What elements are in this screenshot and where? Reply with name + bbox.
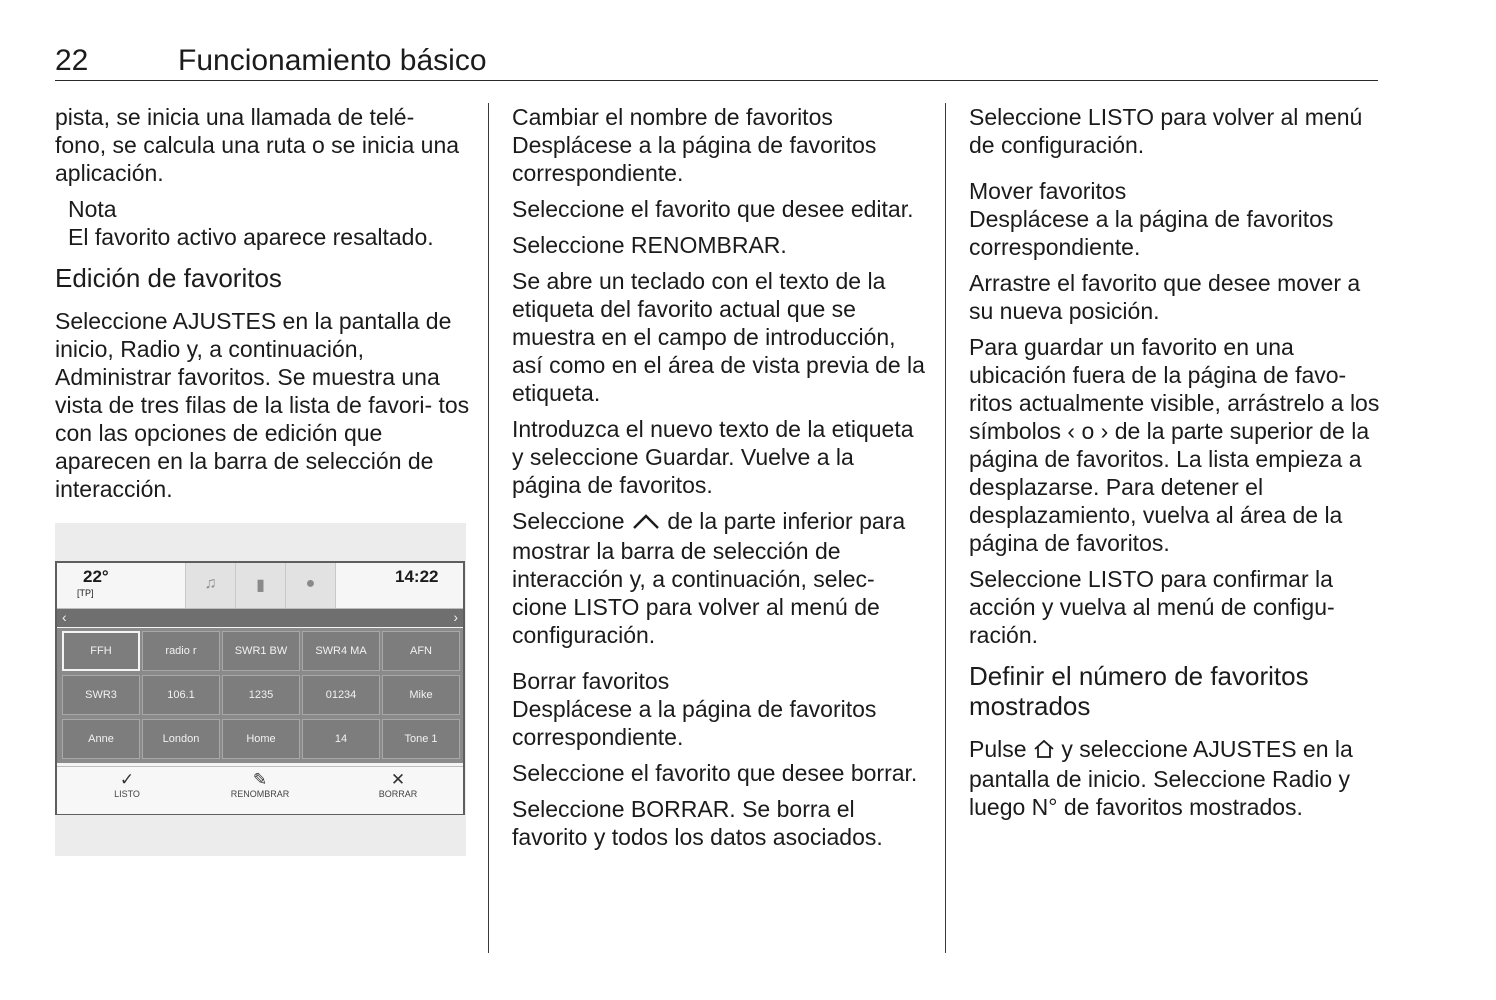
paragraph: Desplácese a la página de favoritos correspondiente. (512, 696, 877, 750)
page-number: 22 (55, 44, 89, 77)
favorite-button[interactable]: SWR1 BW (222, 631, 300, 671)
section-paragraph: Seleccione AJUSTES en la pantalla de inicio, Radio y, a continuación, Administrar favoritos. Se muestra una vista de tres filas de la lista de favori- tos con las opciones de edición que aparecen en la barra de selección de interacción. (55, 308, 470, 502)
favorite-button[interactable]: SWR4 MA (302, 631, 380, 671)
chevron-right-icon[interactable]: › (453, 609, 458, 625)
favorites-grid (57, 628, 463, 763)
text: Pulse (969, 736, 1027, 762)
clock: 14:22 (395, 567, 439, 586)
column-divider (945, 103, 946, 953)
home-icon (1033, 737, 1055, 765)
paragraph-with-icon (512, 507, 928, 649)
pencil-icon: ✎ (252, 770, 268, 789)
favorites-nav-bar (57, 609, 463, 627)
chevron-left-icon[interactable]: ‹ (62, 609, 67, 625)
delete-action[interactable] (353, 771, 443, 799)
section-heading: Definir el número de favoritos mostrados (969, 661, 1309, 721)
text: y seleccione AJUSTES en la pantalla de inicio. Seleccione Radio y luego N° de favoritos mostrados. (969, 736, 1353, 820)
paragraph: Seleccione LISTO para confirmar la acción y vuelva al menú de configu- ración. (969, 566, 1335, 648)
favorite-button[interactable]: 14 (302, 719, 380, 759)
paragraph: Seleccione LISTO para volver al menú de configuración. (969, 104, 1363, 158)
favorite-button[interactable]: Mike (382, 675, 460, 715)
paragraph: Desplácese a la página de favoritos correspondiente. (512, 132, 877, 186)
music-note-icon[interactable]: ♫ (185, 563, 235, 608)
paragraph: Seleccione BORRAR. Se borra el favorito y todos los datos asociados. (512, 796, 883, 850)
column-divider (488, 103, 489, 953)
delete-label: BORRAR (378, 789, 418, 799)
done-label: LISTO (114, 789, 140, 799)
tp-indicator: [TP] (77, 588, 94, 598)
note-label: Nota (68, 196, 117, 222)
paragraph: Introduzca el nuevo texto de la etiqueta y seleccione Guardar. Vuelve a la página de favoritos. (512, 416, 914, 498)
globe-icon[interactable]: ● (285, 563, 336, 608)
subheading-delete: Borrar favoritos (512, 668, 670, 694)
interaction-selector-bar (57, 766, 463, 814)
page-title: Funcionamiento básico (178, 44, 487, 77)
phone-icon[interactable]: ▮ (235, 563, 285, 608)
status-bar (57, 563, 463, 609)
chevron-up-icon (631, 509, 661, 537)
done-action[interactable] (82, 771, 172, 799)
note-text: El favorito activo aparece resaltado. (68, 224, 434, 250)
page-header (55, 44, 1378, 81)
favorite-button[interactable]: 01234 (302, 675, 380, 715)
paragraph: Arrastre el favorito que desee mover a su nueva posición. (969, 270, 1361, 324)
note-box (68, 195, 471, 251)
favorite-button[interactable]: Home (222, 719, 300, 759)
paragraph: Seleccione RENOMBRAR. (512, 232, 787, 258)
favorite-button[interactable]: SWR3 (62, 675, 140, 715)
paragraph: Desplácese a la página de favoritos correspondiente. (969, 206, 1334, 260)
temperature: 22° (83, 567, 109, 586)
column-2 (512, 103, 928, 859)
favorite-button[interactable]: Anne (62, 719, 140, 759)
favorite-button[interactable]: 106.1 (142, 675, 220, 715)
rename-action[interactable] (215, 771, 305, 799)
paragraph: Se abre un teclado con el texto de la etiqueta del favorito actual que se muestra en el campo de introducción, así como en el área de vista previa de la etiqueta. (512, 268, 925, 406)
text: de la parte inferior para mostrar la barra de selección de interacción y, a continuación, selec- cione LISTO para volver al menú de configuración. (512, 508, 906, 648)
favorite-button[interactable]: Tone 1 (382, 719, 460, 759)
intro-paragraph: pista, se inicia una llamada de telé- fono, se calcula una ruta o se inicia una aplicación. (55, 104, 460, 186)
close-icon: ✕ (390, 770, 406, 789)
subheading-rename: Cambiar el nombre de favoritos (512, 104, 833, 130)
paragraph: Seleccione el favorito que desee editar. (512, 196, 914, 222)
paragraph-with-icon (969, 735, 1385, 821)
radio-favorites-screenshot (55, 523, 466, 856)
subheading-move: Mover favoritos (969, 178, 1127, 204)
column-1 (55, 103, 471, 511)
favorite-button[interactable]: London (142, 719, 220, 759)
text: Seleccione (512, 508, 625, 534)
favorite-button[interactable]: FFH (62, 631, 140, 671)
checkmark-icon: ✓ (119, 770, 135, 789)
display-screen (55, 561, 465, 815)
rename-label: RENOMBRAR (230, 789, 290, 799)
favorite-button[interactable]: AFN (382, 631, 460, 671)
section-heading: Edición de favoritos (55, 263, 282, 293)
column-3 (969, 103, 1385, 829)
paragraph: Para guardar un favorito en una ubicación fuera de la página de favo- ritos actualmente visible, arrástrelo a los símbolos ‹ o › de la parte superior de la página de favoritos. La lista empieza a desplazarse. Para detener el desplazamiento, vuelva al área de la página de favoritos. (969, 334, 1380, 556)
paragraph: Seleccione el favorito que desee borrar. (512, 760, 918, 786)
favorite-button[interactable]: radio r (142, 631, 220, 671)
favorite-button[interactable]: 1235 (222, 675, 300, 715)
